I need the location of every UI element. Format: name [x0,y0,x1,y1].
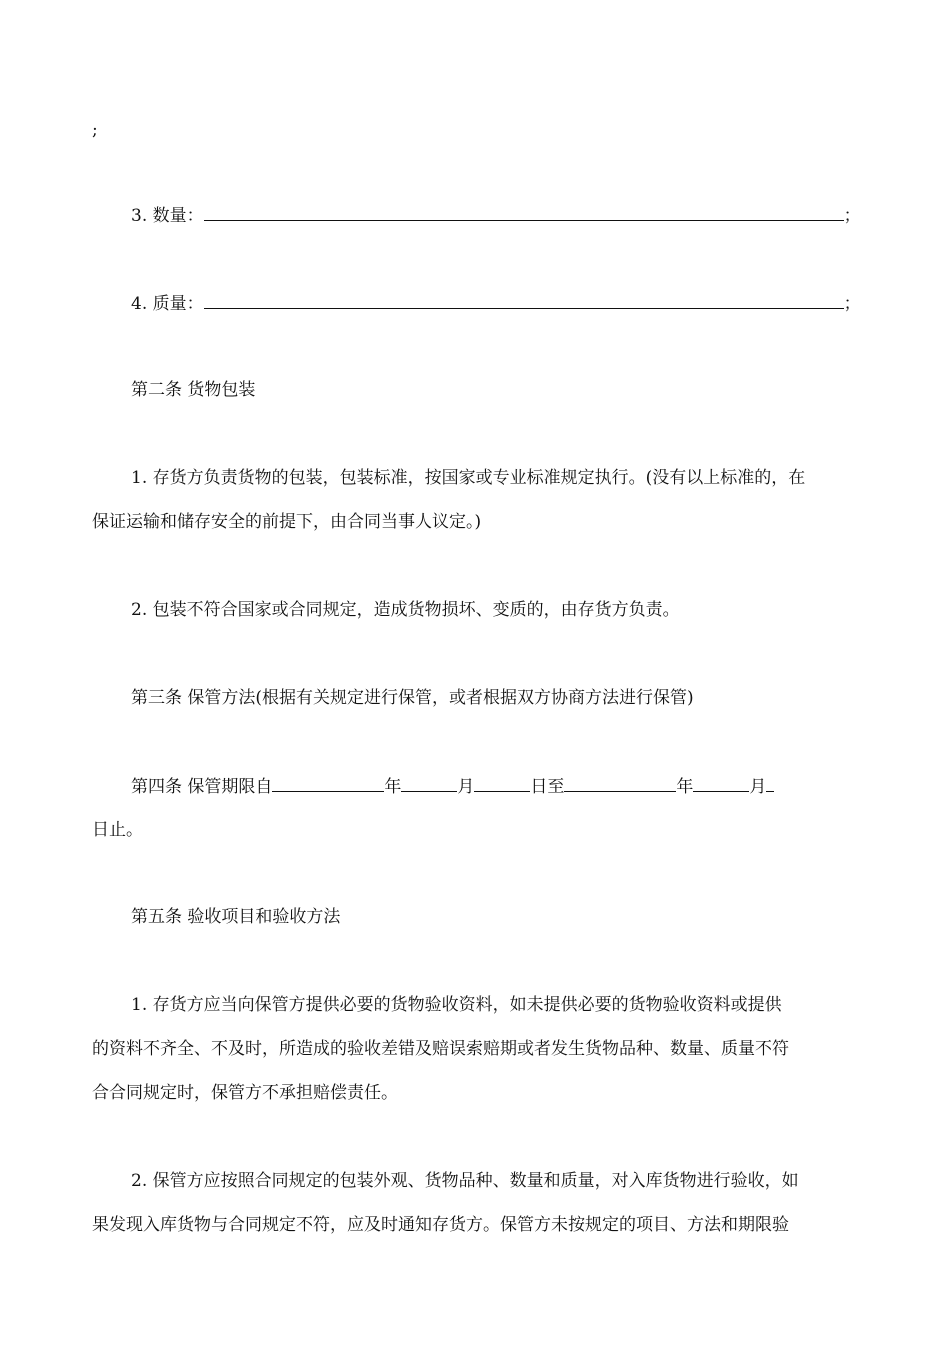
month-label: 月 [457,777,475,797]
article5-p1-line1: 1. 存货方应当向保管方提供必要的货物验收资料，如未提供必要的货物验收资料或提供 [131,995,782,1015]
article5-p1-line2: 的资料不齐全、不及时，所造成的验收差错及赔误索赔期或者发生货物品种、数量、质量不符 [92,1039,789,1059]
article2-title: 第二条 货物包装 [131,380,256,400]
quantity-line [131,203,861,228]
article2-p1-line2: 保证运输和储存安全的前提下，由合同当事人议定。) [92,512,482,532]
quality-end: ； [843,294,861,314]
article2-p2: 2. 包装不符合国家或合同规定，造成货物损坏、变质的，由存货方负责。 [131,600,680,620]
end-year-blank [564,774,676,792]
quality-label: 4. 质量： [131,294,204,314]
year2-label: 年 [676,777,694,797]
start-year-blank [272,774,384,792]
quality-line [131,291,861,316]
article5-p1-line3: 合合同规定时，保管方不承担赔偿责任。 [92,1083,398,1103]
article5-p2-line1: 2. 保管方应按照合同规定的包装外观、货物品种、数量和质量，对入库货物进行验收，如 [131,1171,799,1191]
article5-title: 第五条 验收项目和验收方法 [131,907,341,927]
article2-p1-line1: 1. 存货方负责货物的包装，包装标准，按国家或专业标准规定执行。(没有以上标准的，在 [131,468,806,488]
quantity-label: 3. 数量： [131,206,204,226]
end-day-blank [766,774,774,792]
start-month-blank [401,774,457,792]
article4-prefix: 第四条 保管期限自 [131,777,273,797]
article4-line1 [131,774,774,799]
start-day-blank [474,774,530,792]
quantity-end: ； [843,206,861,226]
month2-label: 月 [749,777,767,797]
day-to-label: 日至 [530,777,565,797]
quantity-blank [204,203,844,221]
top-fragment: ; [92,120,98,140]
article3-title: 第三条 保管方法(根据有关规定进行保管，或者根据双方协商方法进行保管) [131,688,694,708]
end-month-blank [693,774,749,792]
article5-p2-line2: 果发现入库货物与合同规定不符，应及时通知存货方。保管方未按规定的项目、方法和期限验 [92,1215,789,1235]
year-label: 年 [384,777,402,797]
article4-line2: 日止。 [92,820,143,840]
quality-blank [204,291,844,309]
